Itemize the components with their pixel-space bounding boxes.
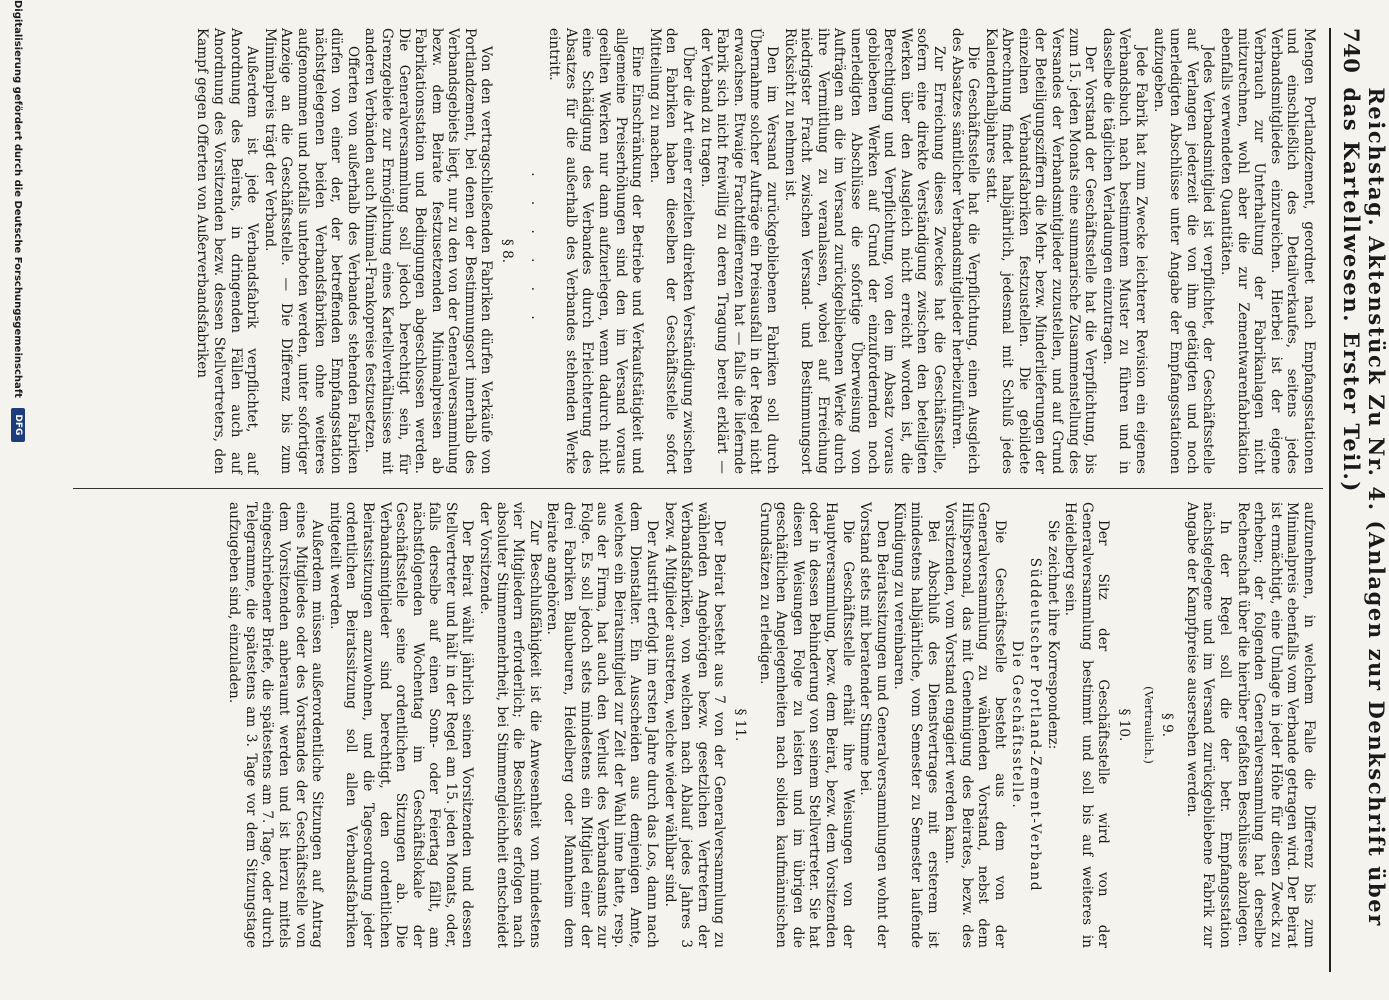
- header-rule: [1329, 28, 1331, 972]
- omission-dots: · · · · · ·: [523, 172, 540, 330]
- paragraph: Den im Versand zurückgebliebenen Fabriken soll durch Übernahme solcher Aufträge ein Preisausfall in der Regel nicht erwachsen. Etwaige Frachtdifferenzen hat — falls die liefernde Fabrik sich nicht freiwillig zu deren Tragung bereit erklärt — der Verband zu tragen.: [697, 28, 780, 474]
- paragraph: Der Beirat besteht aus 7 von der Generalversammlung zu wählenden Angehörigen bezw. gesetzlichen Vertretern der Verbandsfabriken, von welchen nach Ablauf jedes Jahres 3 bezw. 4 Mitglieder austreten, welche wieder wählbar sind.: [661, 502, 728, 948]
- paragraph: Der Austritt erfolgt im ersten Jahre durch das Los, dann nach dem Dienstalter. Ein Ausscheiden aus demjenigen Amte, welches ein Beiratsmitglied zur Zeit der Wahl inne hatte, resp. aus der Firma, hat auch den Verlust des Verbandsamts zur Folge. Es soll jedoch stets mindestens ein Mitglied einer der drei Fabriken Blaubeuren, Heidelberg oder Mannheim dem Beirate angehören.: [544, 502, 661, 948]
- paragraph: Außerdem ist jede Verbandsfabrik verpflichtet, auf Anordnung des Beirats, in dringenden Fällen auch auf Anordnung des Vorsitzenden bezw. dessen Stellvertreters, den Kampf gegen Offerten von Außerverbandsfabriken: [194, 28, 261, 474]
- section-heading: § 10.: [1116, 708, 1133, 742]
- page-number: 740: [1339, 28, 1364, 74]
- page-title: Reichstag. Aktenstück Zu Nr. 4. (Anlagen zur Denkschrift über das Kartellwesen. Erster Teil.): [1339, 87, 1389, 927]
- dfg-logo: DFG: [11, 408, 25, 442]
- paragraph: Zur Beschlußfähigkeit ist die Anwesenheit von mindestens vier Mitgliedern erforderlich; die Beschlüsse erfolgen nach absoluter Stimmenmehrheit, bei Stimmengleichheit entscheidet der Vorsitzende.: [477, 502, 543, 948]
- section-heading: § 9.: [1159, 712, 1176, 738]
- paragraph: Die Geschäftsstelle hat die Verpflichtung, einen Ausgleich des Absatzes sämtlicher Verbandsmitglieder herbeizuführen.: [948, 28, 982, 474]
- column-divider: [73, 488, 1323, 489]
- section-heading: § 11.: [732, 708, 748, 742]
- paragraph: Jede Fabrik hat zum Zwecke leichterer Revision ein eigenes Verbandsbuch nach bestimmtem Muster zu führen und in dasselbe die täglichen Verladungen einzutragen.: [1099, 28, 1150, 474]
- paragraph: Von den vertragschließenden Fabriken dürfen Verkäufe von Portlandzement, bei denen der Bestimmungsort innerhalb des Verbandsgebiets liegt, nur zu den von der Generalversammlung bezw. dem Beirate festzusetzenden Minimalpreisen ab Fabrikationsstation und Bedingungen abgeschlossen werden. Die Generalversammlung soll jedoch berechtigt sein, für Grenzgebiete zur Ermöglichung eines Kartellverhältnisses mit anderen Verbänden auch Minimal-Frankopreise festzusetzen.: [362, 28, 495, 474]
- page-header: [1339, 28, 1389, 972]
- paragraph: Die Geschäftsstelle erhält ihre Weisungen von der Hauptversammlung, bezw. dem Beirat, bezw. dem Vorsitzenden oder in dessen Behinderung von seinem Stellvertreter. Sie hat diesen Weisungen Folge zu leisten und im übrigen die geschäftlichen Angelegenheiten nach soliden kaufmännischen Grundsätzen zu erledigen.: [756, 502, 856, 948]
- paragraph: Bei Abschluß des Dienstvertrages mit ersterem ist mindestens halbjährliche, vom Semester zu Semester laufende Kündigung zu vereinbaren.: [891, 502, 941, 948]
- left-column: [73, 28, 1317, 474]
- signature-line: Die Geschäftsstelle.: [1009, 640, 1026, 810]
- right-column: [73, 502, 1317, 948]
- digitization-note: Digitalisierung gefördert durch die Deutsche Forschungsgemeinschaft: [12, 0, 24, 398]
- section-note: (Vertraulich.): [1141, 686, 1156, 764]
- paragraph: Sie zeichnet ihre Korrespondenz:: [1044, 520, 1061, 750]
- paragraph: In der Regel soll die der betr. Empfangsstation nächstgelegene und im Versand zurückgebliebene Fabrik zur Angabe der Kampfpreise ausersehen werden.: [1183, 502, 1234, 948]
- signature-line: Süddeutscher Portland-Zement-Verband: [1027, 557, 1044, 893]
- paragraph: Der Sitz der Geschäftsstelle wird von der Generalversammlung bestimmt und soll bis auf weiteres in Heidelberg sein.: [1062, 502, 1112, 948]
- paragraph: Jedes Verbandsmitglied ist verpflichtet, der Geschäftsstelle auf Verlangen jederzeit die von ihm getätigten und noch unerledigten Abschlüsse unter Angabe der Empfangsstationen aufzugeben.: [1150, 28, 1217, 474]
- paragraph: aufzunehmen, in welchem Falle die Differenz bis zum Minimalpreis ebenfalls vom Verbande getragen wird. Der Beirat ist ermächtigt, eine Umlage in jeder Höhe für diesen Zweck zu erheben; der folgenden Generalversammlung hat derselbe Rechenschaft über die hierüber gefaßten Beschlüsse abzulegen.: [1234, 502, 1317, 948]
- paragraph: Eine Einschränkung der Betriebe und Verkaufstätigkeit und allgemeine Preiserhöhungen sind den im Versand voraus geeilten Werken nur dann aufzuerlegen, wenn dadurch nicht eine Schädigung des Verbandes durch Erleichterung des Absatzes für die außerhalb des Verbandes stehenden Werke eintritt.: [546, 28, 646, 474]
- paragraph: Zur Erreichung dieses Zweckes hat die Geschäftsstelle, sofern eine direkte Verständigung zwischen den beteiligten Werken über den Ausgleich nicht erreicht worden ist, die Berechtigung und Verpflichtung, von den im Absatz voraus gebliebenen Werken auf Grund der einzufordernden noch unerledigten Abschlüsse die sofortige Überweisung von Aufträgen an die im Versand zurückgebliebenen Werke durch ihre Vermittlung zu veranlassen, wobei auf Erreichung niedrigster Fracht zwischen Versand- und Bestimmungsort Rücksicht zu nehmen ist.: [781, 28, 947, 474]
- document-page: [73, 28, 1389, 972]
- paragraph: Außerdem müssen außerordentliche Sitzungen auf Antrag eines Mitgliedes oder des Vorstandes der Geschäftsstelle von dem Vorsitzenden anberaumt werden und ist hierzu mittels eingeschriebener Briefe, die spätestens am 7. Tage, oder durch Telegramme, die spätestens am 3. Tage vor dem Sitzungstage aufzugeben sind, einzuladen.: [226, 502, 326, 948]
- paragraph: Über die Art einer erzielten direkten Verständigung zwischen den Fabriken haben dieselben der Geschäftsstelle sofort Mitteilung zu machen.: [646, 28, 697, 474]
- paragraph: Den Beiratssitzungen und Generalversammlungen wohnt der Vorstand stets mit beratender Stimme bei.: [857, 502, 890, 948]
- paragraph: Der Beirat wählt jährlich seinen Vorsitzenden und dessen Stellvertreter und hält in der Regel am 15. jeden Monats, oder, falls derselbe auf einen Sonn- oder Feiertag fällt, am nächstfolgenden Wochentag im Geschäftslokale der Geschäftsstelle seine ordentlichen Sitzungen ab. Die Verbandsmitglieder sind berechtigt, den ordentlichen Beiratssitzungen anzuwohnen, und die Tagesordnung jeder ordentlichen Beiratssitzung soll allen Verbandsfabriken mitgeteilt werden.: [326, 502, 476, 948]
- paragraph: Mengen Portlandzement, geordnet nach Empfangsstationen und einschließlich des Detailverkaufes, seitens jedes Verbandsmitgliedes einzureichen. Hierbei ist der eigene Verbrauch zur Unterhaltung der Fabrikanlagen nicht mitzurechnen, wohl aber die zur Zementwarenfabrikation ebenfalls verwendeten Quantitäten.: [1218, 28, 1317, 474]
- paragraph: Der Vorstand der Geschäftsstelle hat die Verpflichtung, bis zum 15. jeden Monats eine summarische Zusammenstellung des Versandes der Verbandsmitglieder zuzustellen, und auf Grund der Beteiligungsziffern die Mehr- bezw. Minderlieferungen der einzelnen Verbandsfabriken festzustellen. Die gebildete Abrechnung findet halbjährlich, jedesmal mit Schluß jedes Kalenderhalbjahres statt.: [982, 28, 1099, 474]
- paragraph: Die Geschäftsstelle besteht aus dem von der Generalversammlung zu wählenden Vorstand, nebst dem Hilfspersonal, das mit Genehmigung des Beirates, bezw. des Vorsitzenden, vom Vorstand engagiert werden kann.: [942, 502, 1008, 948]
- section-heading: § 8.: [499, 238, 516, 264]
- digitization-footer: [5, 0, 31, 1000]
- paragraph: Offerten von außerhalb des Verbandes stehenden Fabriken dürfen von einer der, der betreffenden Empfangsstation nächstgelegenen beiden Verbandsfabriken ohne weiteres aufgenommen und notfalls unterboten werden, unter sofortiger Anzeige an die Geschäftsstelle. — Die Differenz bis zum Minimalpreis trägt der Verband.: [261, 28, 361, 474]
